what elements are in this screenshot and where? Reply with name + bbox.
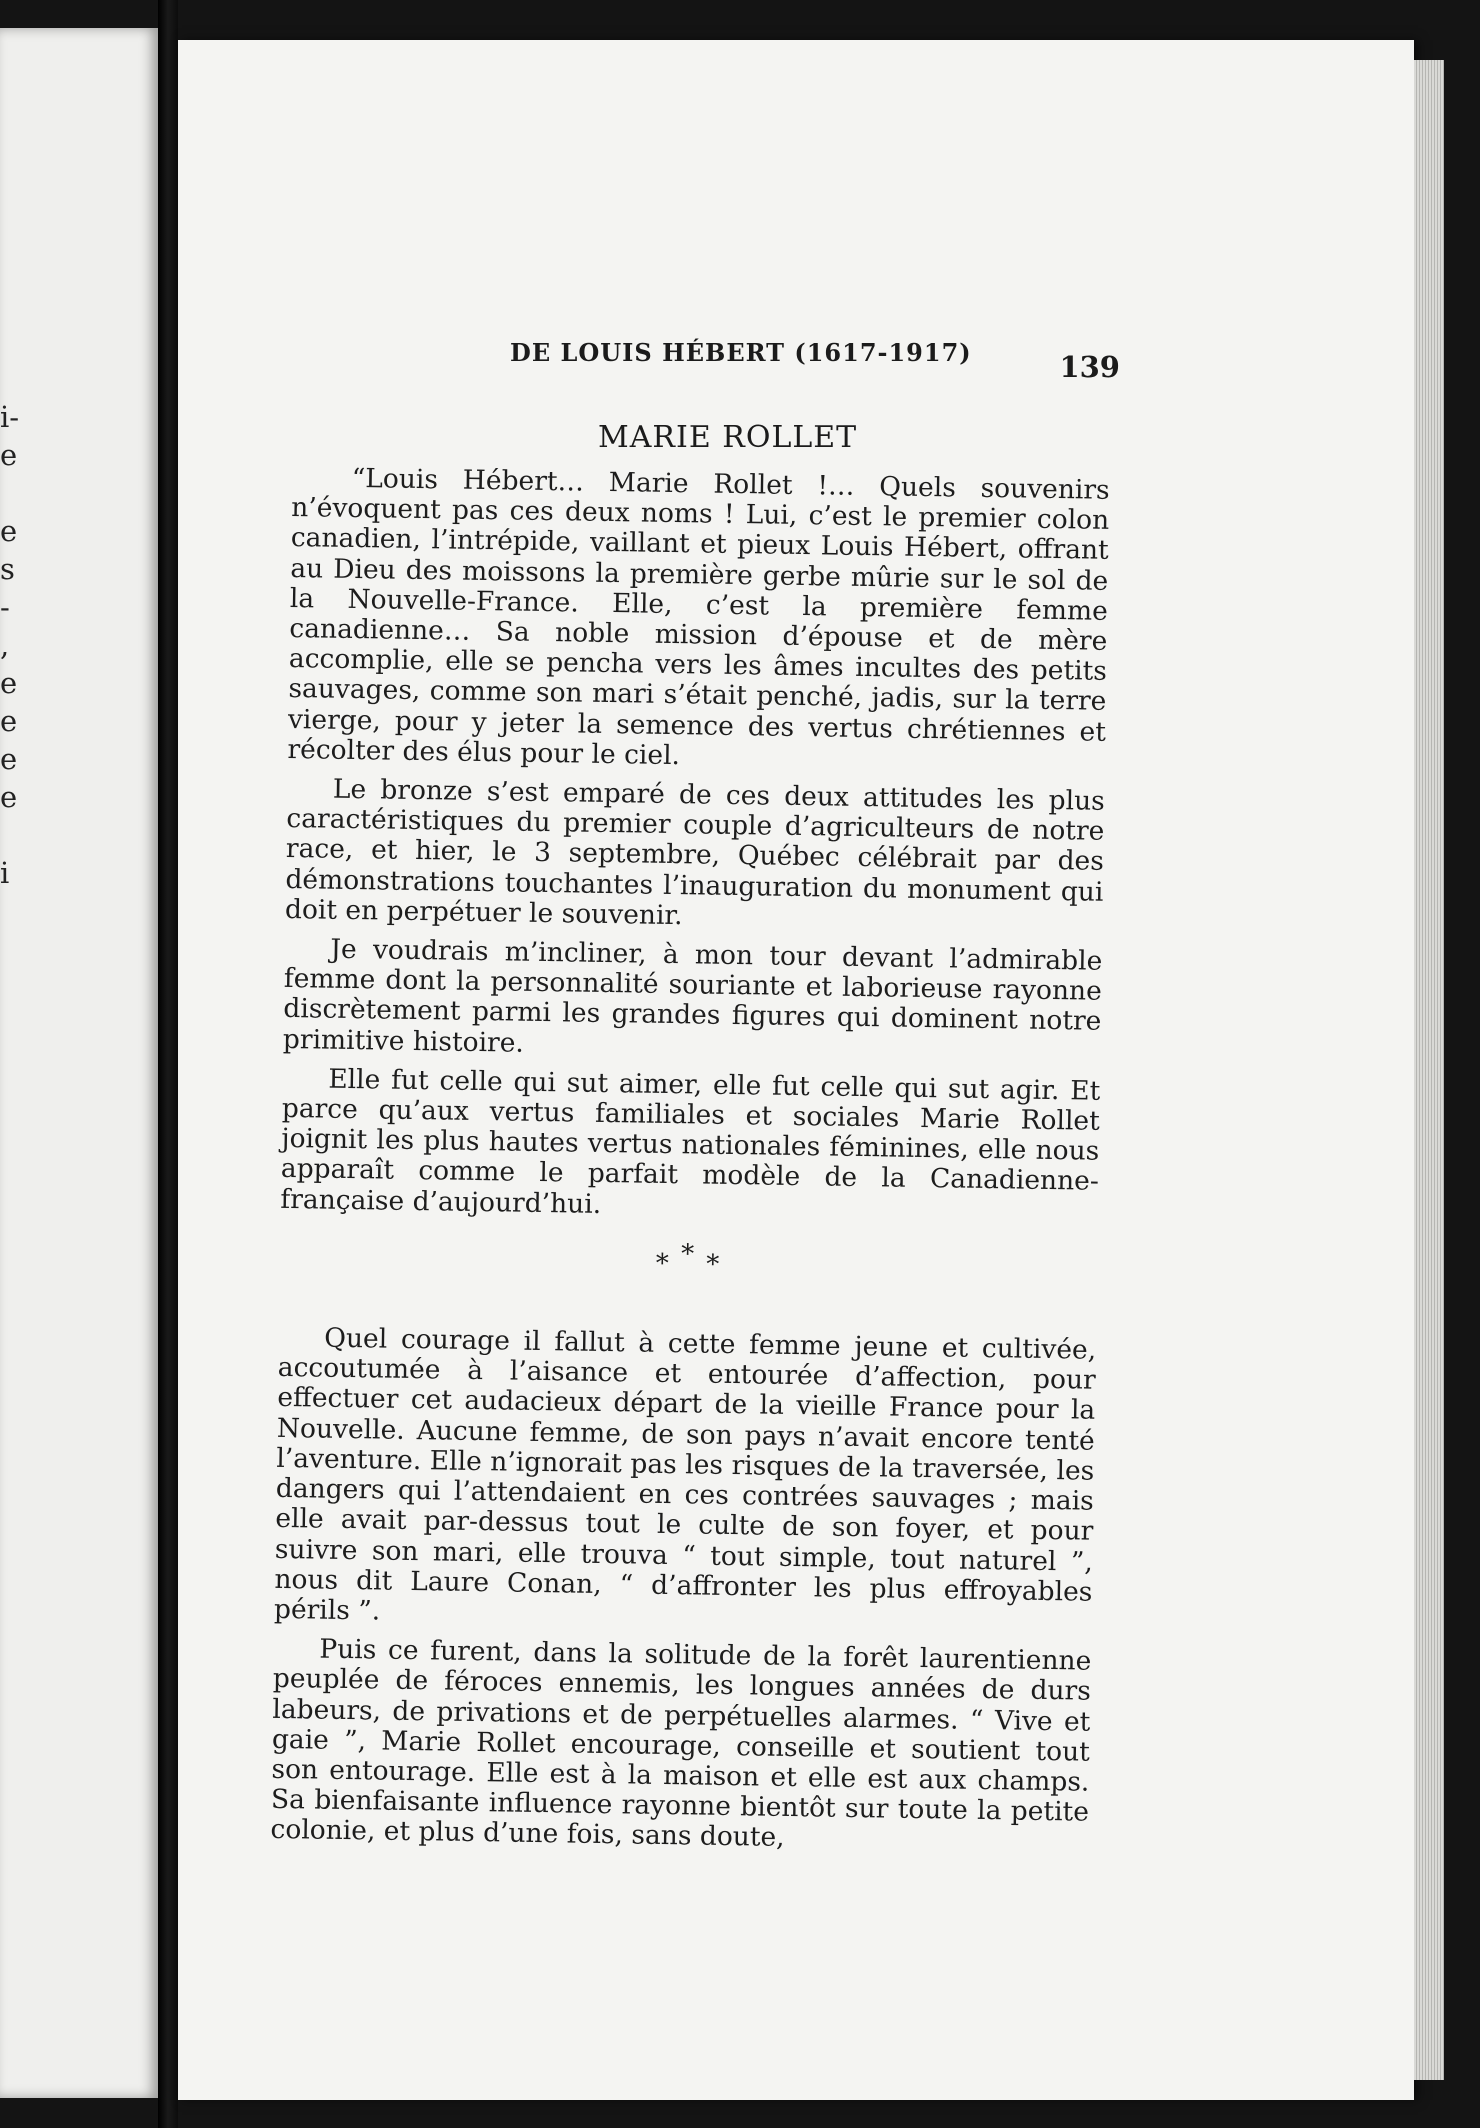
page-stack-edge [1414, 60, 1444, 2080]
running-head: DE LOUIS HÉBERT (1617-1917) [510, 338, 972, 367]
page-number: 139 [1059, 350, 1120, 384]
asterism-divider [279, 1239, 1097, 1286]
left-fragment: i- [0, 400, 20, 434]
paragraph: “Louis Hébert… Marie Rollet !… Quels souvenirs n’évoquent pas ces deux noms ! Lui, c’est le premier colon canadien, l’intrépide, vaillant et pieux Louis Hébert, offrant au Dieu des moissons la première gerbe mûrie sur le sol de la Nouvelle-France. Elle, c’est la première femme canadienne… Sa noble mission d’épouse et de mère accomplie, elle se pencha vers les âmes incultes des petits sauvages, comme son mari s’était penché, jadis, sur la terre vierge, pour y jeter la semence des vertus chrétiennes et récolter des élus pour le ciel. [287, 462, 1110, 771]
asterism-star: * [655, 1248, 671, 1279]
article-body [270, 463, 1110, 1867]
left-fragment: e [0, 438, 18, 472]
left-fragment: e [0, 514, 18, 548]
left-fragment: e [0, 666, 18, 700]
left-fragment [0, 816, 22, 854]
left-fragment: e [0, 704, 18, 738]
section-title: MARIE ROLLET [598, 420, 858, 455]
left-fragment: i [0, 856, 10, 890]
left-fragment: , [0, 628, 10, 662]
paragraph: Puis ce furent, dans la solitude de la forêt laurentienne peuplée de féroces ennemis, les longues années de durs labeurs, de privations et de perpétuelles alarmes. “ Vive et gaie ”, Marie Rollet encourage, conseille et soutient tout son entourage. Elle est à la maison et elle est aux champs. Sa bienfaisante influence rayonne bientôt sur toute la petite colonie, et plus d’une fois, sans doute, [270, 1633, 1092, 1854]
asterism-star: * [705, 1249, 722, 1280]
left-fragment: - [0, 590, 10, 624]
book-gutter [158, 0, 178, 2128]
left-fragment: e [0, 780, 18, 814]
paragraph: Le bronze s’est emparé de ces deux attitudes les plus caractéristiques du premier couple d’agriculteurs de notre race, et hier, le 3 septembre, Québec célébrait par des démonstrations touchantes l’inauguration du monument qui doit en perpétuer le souvenir. [284, 773, 1106, 932]
paragraph: Je voudrais m’incliner, à mon tour devant l’admirable femme dont la personnalité souriante et laborieuse rayonne discrètement parmi les grandes figures qui dominent notre primitive histoire. [282, 933, 1103, 1059]
left-fragment: s [0, 552, 15, 586]
left-fragment [0, 474, 22, 512]
left-fragment: e [0, 742, 18, 776]
paragraph: Quel courage il fallut à cette femme jeune et cultivée, accoutumée à l’aisance et entourée d’affection, pour effectuer cet audacieux départ de la vieille France pour la Nouvelle. Aucune femme, de son pays n’avait encore tenté l’aventure. Elle n’ignorait pas les risques de la traversée, les dangers qui l’attendaient en ces contrées sauvages ; mais elle avait par-dessus tout le culte de son foyer, et pour suivre son mari, elle trouva “ tout simple, tout naturel ”, nous dit Laure Conan, “ d’affronter les plus effroyables périls ”. [273, 1322, 1097, 1627]
paragraph: Elle fut celle qui sut aimer, elle fut celle qui sut agir. Et parce qu’aux vertus familiales et sociales Marie Rollet joignit les plus hautes vertus nationales féminines, elle nous apparaît comme le parfait modèle de la Canadienne-française d’aujourd’hui. [280, 1063, 1101, 1220]
left-page-text-fragments [0, 398, 22, 892]
asterism-star: * [680, 1239, 697, 1270]
left-facing-page [0, 28, 158, 2098]
